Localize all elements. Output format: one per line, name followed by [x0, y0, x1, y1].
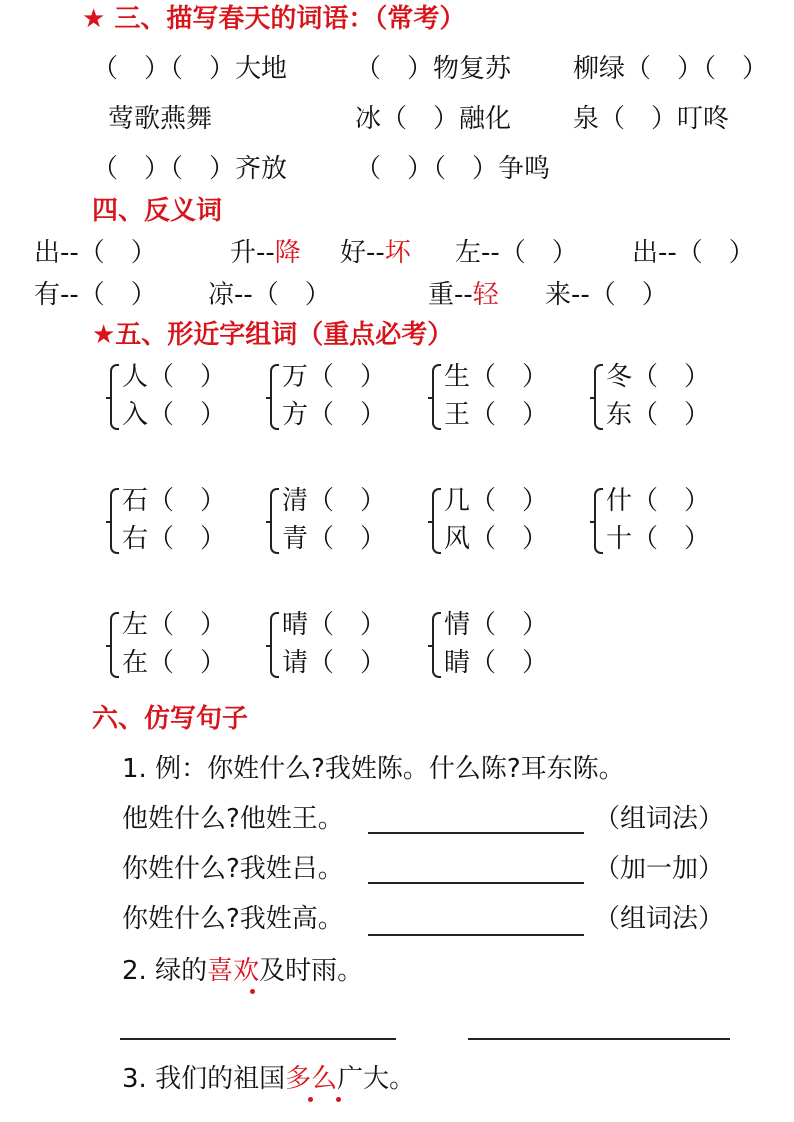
imitation-question-1: 他姓什么?他姓王。 — [122, 804, 344, 834]
example-3: 3. 我们的祖国多么广大。 — [122, 1064, 416, 1094]
pair-bottom: 入（ ） — [122, 400, 227, 430]
brace — [270, 488, 279, 554]
pair-top: 什（ ） — [606, 486, 711, 516]
answer-line[interactable] — [368, 934, 584, 936]
spring-word-1: （ ）（ ）大地 — [92, 54, 288, 84]
pair-top: 左（ ） — [122, 610, 227, 640]
section-4-title: 四、反义词 — [92, 196, 223, 226]
pair-bottom: 东（ ） — [606, 400, 711, 430]
example-2: 2. 绿的喜欢及时雨。 — [122, 956, 364, 986]
example-1: 1. 例：你姓什么?我姓陈。什么陈?耳东陈。 — [122, 754, 625, 784]
antonym-8-answer: 轻 — [472, 280, 499, 310]
answer-line[interactable] — [120, 1038, 396, 1040]
antonym-9: 来--（ ） — [545, 280, 668, 310]
section-6-title: 六、仿写句子 — [92, 704, 249, 734]
brace — [432, 612, 441, 678]
antonym-2-answer: 降 — [274, 238, 301, 268]
emphasis-dot — [336, 1097, 341, 1102]
pair-top: 几（ ） — [444, 486, 549, 516]
pair-top: 情（ ） — [444, 610, 549, 640]
antonym-1: 出--（ ） — [34, 238, 157, 268]
section-5-title: ★五、形近字组词（重点必考） — [92, 320, 454, 350]
answer-line[interactable] — [368, 832, 584, 834]
emphasis-dot — [308, 1097, 313, 1102]
pair-bottom: 青（ ） — [282, 524, 387, 554]
pair-bottom: 睛（ ） — [444, 648, 549, 678]
pair-bottom: 王（ ） — [444, 400, 549, 430]
brace — [594, 364, 603, 430]
antonym-3: 好--坏 — [340, 238, 411, 268]
spring-word-8: （ ）（ ）争鸣 — [355, 154, 551, 184]
brace — [432, 364, 441, 430]
pair-top: 人（ ） — [122, 362, 227, 392]
pair-top: 石（ ） — [122, 486, 227, 516]
pair-top: 清（ ） — [282, 486, 387, 516]
pair-top: 冬（ ） — [606, 362, 711, 392]
brace — [110, 612, 119, 678]
pair-bottom: 在（ ） — [122, 648, 227, 678]
antonym-6: 有--（ ） — [34, 280, 157, 310]
spring-word-3: 柳绿（ ）（ ） — [573, 54, 769, 84]
answer-line[interactable] — [468, 1038, 730, 1040]
brace — [110, 364, 119, 430]
imitation-question-2: 你姓什么?我姓吕。 — [122, 854, 344, 884]
antonym-3-answer: 坏 — [384, 238, 411, 268]
antonym-4: 左--（ ） — [455, 238, 578, 268]
pair-top: 生（ ） — [444, 362, 549, 392]
highlight-word: 多么 — [285, 1064, 338, 1094]
imitation-question-3: 你姓什么?我姓高。 — [122, 904, 344, 934]
emphasis-dot — [250, 989, 255, 994]
spring-word-2: （ ）物复苏 — [355, 54, 512, 84]
pair-bottom: 方（ ） — [282, 400, 387, 430]
answer-line[interactable] — [368, 882, 584, 884]
brace — [594, 488, 603, 554]
method-hint-3: （组词法） — [594, 904, 725, 934]
brace — [270, 612, 279, 678]
section-3-title: ★ 三、描写春天的词语：（常考） — [82, 4, 466, 34]
pair-top: 晴（ ） — [282, 610, 387, 640]
highlight-word: 喜欢 — [207, 956, 260, 986]
antonym-7: 凉--（ ） — [208, 280, 331, 310]
spring-word-7: （ ）（ ）齐放 — [92, 154, 288, 184]
spring-word-4: 莺歌燕舞 — [108, 104, 213, 134]
brace — [110, 488, 119, 554]
pair-top: 万（ ） — [282, 362, 387, 392]
spring-word-6: 泉（ ）叮咚 — [573, 104, 730, 134]
method-hint-2: （加一加） — [594, 854, 725, 884]
antonym-2: 升--降 — [230, 238, 301, 268]
spring-word-5: 冰（ ）融化 — [355, 104, 512, 134]
brace — [432, 488, 441, 554]
pair-bottom: 风（ ） — [444, 524, 549, 554]
antonym-5: 出--（ ） — [632, 238, 755, 268]
brace — [270, 364, 279, 430]
pair-bottom: 十（ ） — [606, 524, 711, 554]
antonym-8: 重--轻 — [428, 280, 499, 310]
pair-bottom: 右（ ） — [122, 524, 227, 554]
method-hint-1: （组词法） — [594, 804, 725, 834]
pair-bottom: 请（ ） — [282, 648, 387, 678]
